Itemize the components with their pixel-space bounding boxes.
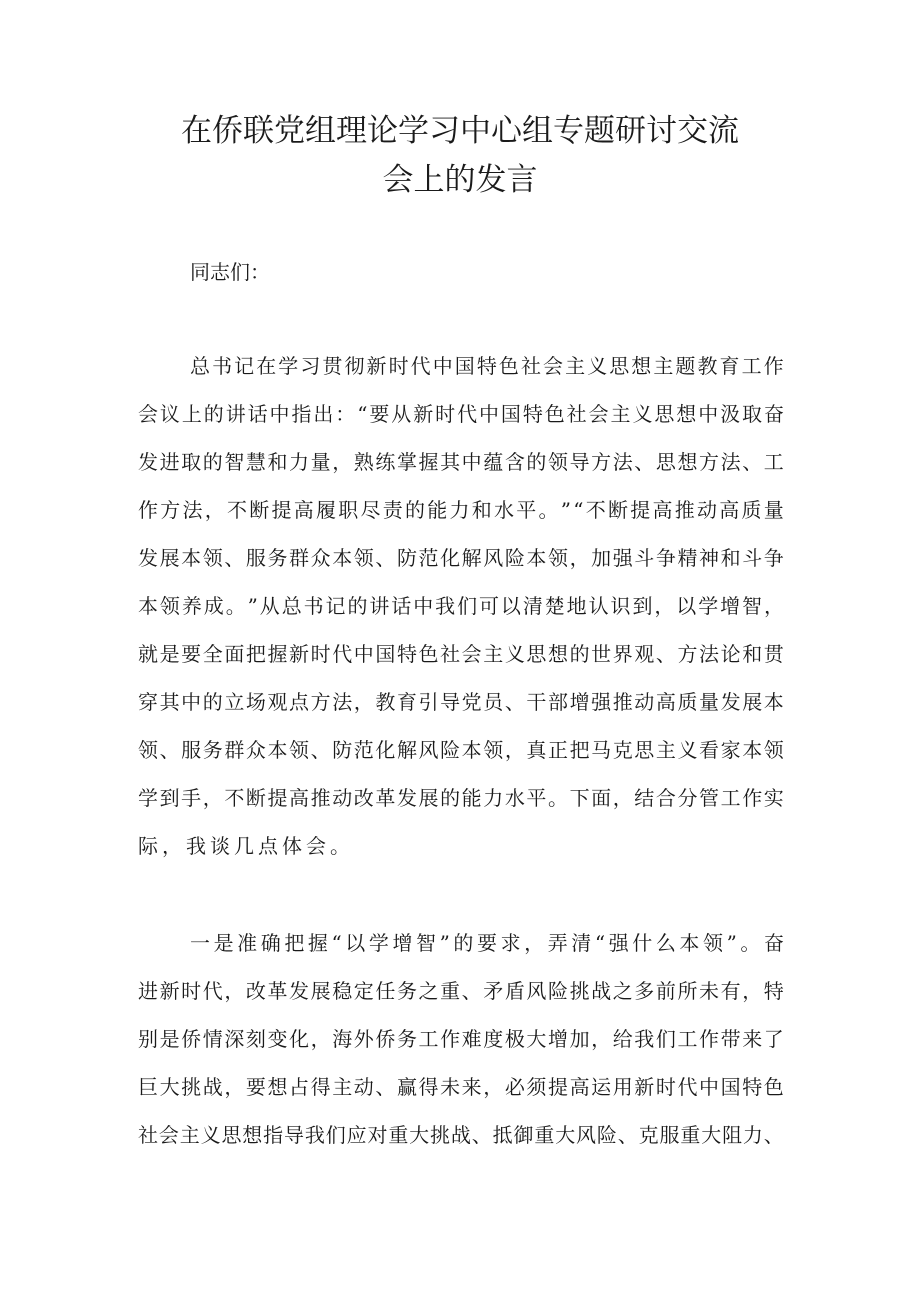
paragraph-line: 别 是 侨 情 深 刻 变 化 ， 海 外 侨 务 工 作 难 度 极 大 增 加 ， 给 我 们 工 作 带 来 了	[138, 1027, 784, 1051]
paragraph-line: 发 进 取 的 智 慧 和 力 量 ， 熟 练 掌 握 其 中 蕴 含 的 领 导 方 法 、 思 想 方 法 、 工	[138, 450, 784, 474]
paragraph-line: 本 领 养 成 。 ” 从 总 书 记 的 讲 话 中 我 们 可 以 清 楚 地 认 识 到 ， 以 学 增 智 ，	[138, 594, 784, 618]
document-title-line-1: 在侨联党组理论学习中心组专题研讨交流	[181, 113, 739, 149]
paragraph-line: 总 书 记 在 学 习 贯 彻 新 时 代 中 国 特 色 社 会 主 义 思 想 主 题 教 育 工 作	[190, 354, 784, 378]
paragraph-line: 巨 大 挑 战 ， 要 想 占 得 主 动 、 赢 得 未 来 ， 必 须 提 高 运 用 新 时 代 中 国 特 色	[138, 1075, 784, 1099]
paragraph-line: 社 会 主 义 思 想 指 导 我 们 应 对 重 大 挑 战 、 抵 御 重 大 风 险 、 克 服 重 大 阻 力 、	[138, 1123, 784, 1147]
paragraph-line: 领 、 服 务 群 众 本 领 、 防 范 化 解 风 险 本 领 ， 真 正 把 马 克 思 主 义 看 家 本 领	[138, 738, 784, 762]
paragraph-line: 穿 其 中 的 立 场 观 点 方 法 ， 教 育 引 导 党 员 、 干 部 增 强 推 动 高 质 量 发 展 本	[138, 690, 784, 714]
paragraph-line: 际，我谈几点体会。	[138, 834, 354, 858]
paragraph-line: 作 方 法 ， 不 断 提 高 履 职 尽 责 的 能 力 和 水 平 。 ” “ 不 断 提 高 推 动 高 质 量	[138, 498, 784, 522]
document-title-line-2: 会上的发言	[382, 162, 538, 198]
paragraph-line: 一 是 准 确 把 握 “ 以 学 增 智 ” 的 要 求 ， 弄 清 “ 强 什 么 本 领 ” 。 奋	[190, 931, 784, 955]
paragraph-line: 会 议 上 的 讲 话 中 指 出 ： “ 要 从 新 时 代 中 国 特 色 社 会 主 义 思 想 中 汲 取 奋	[138, 402, 784, 426]
salutation: 同志们：	[190, 260, 270, 284]
paragraph-line: 学 到 手 ， 不 断 提 高 推 动 改 革 发 展 的 能 力 水 平 。 下 面 ， 结 合 分 管 工 作 实	[138, 786, 784, 810]
paragraph-line: 进 新 时 代 ， 改 革 发 展 稳 定 任 务 之 重 、 矛 盾 风 险 挑 战 之 多 前 所 未 有 ， 特	[138, 979, 784, 1003]
paragraph-line: 就 是 要 全 面 把 握 新 时 代 中 国 特 色 社 会 主 义 思 想 的 世 界 观 、 方 法 论 和 贯	[138, 642, 784, 666]
paragraph-line: 发 展 本 领 、 服 务 群 众 本 领 、 防 范 化 解 风 险 本 领 ， 加 强 斗 争 精 神 和 斗 争	[138, 546, 784, 570]
